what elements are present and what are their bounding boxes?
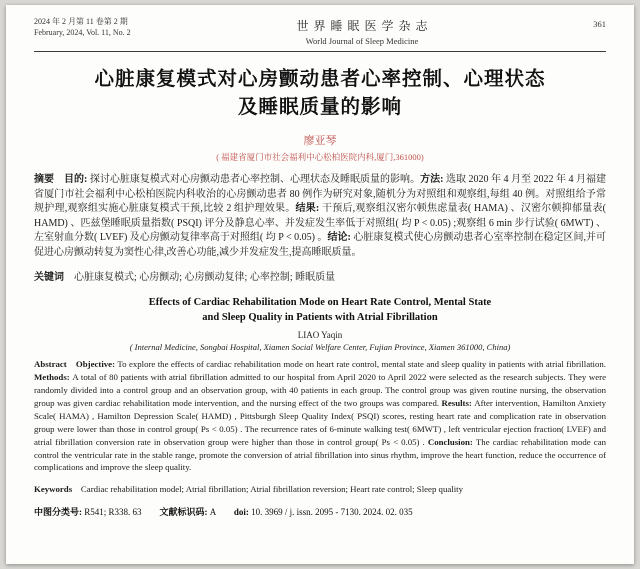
text-segment: After intervention, Hamilton Anxiety Scale( HAMA) , Hamilton Depression Scale( HAMD) , Pittsburgh Sleep Quality Index( PSQI) scores, resting heart rate and complication rate in observation group were lower than those in control group( Ps < 0.05) . The recurrence rates of 6-minute walking test( 6MWT) , left ventricular ejection fraction( LVEF) and atrial fibrillation conversion rate in observation group were higher than those in control group( Ps < 0.05) . (34, 397, 606, 447)
text-segment: 方法: (420, 174, 446, 185)
text-segment: R541; R338. 63 (84, 506, 142, 517)
abstract-zh (34, 173, 606, 261)
journal-name-zh: 世界睡眠医学杂志 (296, 19, 433, 33)
text-segment: doi: (233, 506, 252, 517)
text-segment: 文献标识码: (159, 506, 210, 517)
issue-info (34, 17, 131, 38)
journal-header (34, 17, 606, 52)
text-segment: 关键词 (34, 271, 74, 283)
journal-name-en: World Journal of Sleep Medicine (305, 36, 419, 46)
text-segment: Conclusion: (427, 436, 476, 447)
text-segment: 摘要 (34, 174, 65, 185)
text-segment: A total of 80 patients with atrial fibrillation admitted to our hospital from April 2020 to April 2022 were selected as the research subjects. They were randomly divided into a control group and an observation group, with 40 patients in each group. The control group was given routine nursing, the observation group was given cardiac rehabilitation mode intervention, and the nursing effect of the two groups was compared. (34, 372, 606, 408)
text-segment: Methods: (34, 372, 73, 383)
text-segment: 结论: (327, 232, 354, 244)
issue-date-en: February, 2024, Vol. 11, No. 2 (34, 27, 131, 37)
author-en: LIAO Yaqin (297, 330, 343, 341)
affiliation-en: ( Internal Medicine, Songbai Hospital, Xiamen Social Welfare Center, Fujian Province, Xiamen 361000, China) (129, 342, 511, 353)
text-segment: 10. 3969 / j. issn. 2095 - 7130. 2024. 02. 035 (251, 506, 413, 517)
article-title-en-line1: Effects of Cardiac Rehabilitation Mode on Heart Rate Control, Mental State (148, 297, 492, 309)
text-segment: A (209, 506, 216, 517)
text-segment: 选取 2020 年 4 月至 2022 年 4 月福建省厦门市社会福利中心松柏医院内科收治的心房颤动患者 80 例作为研究对象,随机分为对照组和观察组,每组 40 例。对照组给予常规护理,观察组实施心脏康复模式干预,比较 2 组护理效果。 (34, 174, 607, 215)
text-segment: To explore the effects of cardiac rehabilitation mode on heart rate control, mental state and sleep quality in patients with atrial fibrillation. (117, 359, 607, 370)
article-title-zh-line2: 及睡眠质量的影响 (237, 97, 402, 118)
text-segment: 干预后,观察组汉密尔顿焦虑量表( HAMA) 、汉密尔顿抑郁量表( HAMD) 、匹兹堡睡眠质量指数( PSQI) 评分及静息心率、并发症发生率低于对照组( 均 P < 0.05) ;观察组 6 min 步行试验( 6MWT) 、左室射血分数( LVEF) 及心房颤动复律率高于对照组( 均 P < 0.05) 。 (34, 203, 607, 244)
article-title-zh (34, 66, 606, 122)
article-title-zh-line1: 心脏康复模式对心房颤动患者心率控制、心理状态 (94, 69, 546, 90)
text-segment: 心脏康复模式; 心房颤动; 心房颤动复律; 心率控制; 睡眠质量 (74, 271, 336, 283)
text-segment: Objective: (75, 359, 118, 370)
author-zh: 廖亚琴 (303, 135, 337, 147)
text-segment: Keywords (34, 484, 81, 495)
issue-date-zh: 2024 年 2 月第 11 卷第 2 期 (34, 17, 128, 26)
page-number: 361 (593, 19, 606, 29)
journal-name (131, 17, 594, 46)
text-segment: 结果: (295, 203, 322, 215)
text-segment: 探讨心脏康复模式对心房颤动患者心率控制、心理状态及睡眠质量的影响。 (89, 174, 421, 185)
text-segment: 中图分类号: (34, 506, 85, 517)
text-segment (142, 507, 160, 517)
text-segment: Abstract (34, 359, 76, 370)
text-segment: Results: (441, 397, 475, 408)
paper-page (6, 5, 634, 564)
text-segment: Cardiac rehabilitation model; Atrial fibrillation; Atrial fibrillation reversion; Heart rate control; Sleep quality (80, 484, 463, 495)
text-segment (216, 507, 234, 517)
text-segment: 目的: (64, 174, 90, 185)
classification-footer (34, 505, 606, 518)
abstract-en (34, 358, 606, 474)
keywords-en (34, 483, 606, 496)
affiliation-zh: ( 福建省厦门市社会福利中心松柏医院内科,厦门,361000) (216, 152, 424, 162)
article-title-en (34, 295, 606, 325)
text-segment: The cardiac rehabilitation mode can control the ventricular rate in the stable range, promote the conversion of atrial fibrillation into sinus rhythm, improve the heart function, reduce the occurrence of complications and improve the sleep quality. (34, 436, 607, 473)
keywords-zh (34, 271, 606, 286)
text-segment: 心脏康复模式使心房颤动患者心室率控制在稳定区间,并可促进心房颤动转复为窦性心律,改善心功能,减少并发症发生,提高睡眠质量。 (34, 232, 607, 258)
article-title-en-line2: and Sleep Quality in Patients with Atrial Fibrillation (202, 312, 438, 324)
